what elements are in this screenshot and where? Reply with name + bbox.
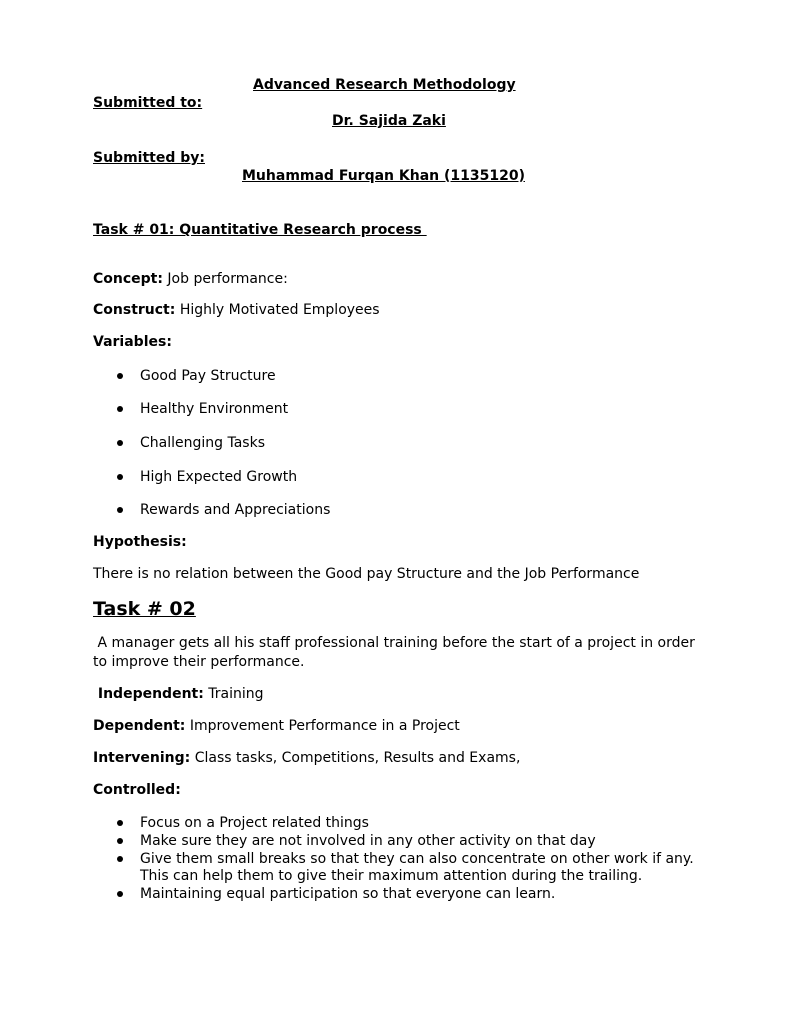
bullet-icon	[117, 440, 123, 446]
course-title: Advanced Research Methodology	[253, 77, 516, 93]
bullet-icon	[117, 891, 123, 897]
intervening-line	[93, 749, 520, 767]
concept-value: Job performance:	[167, 271, 288, 287]
hypothesis-label: Hypothesis:	[93, 534, 187, 550]
independent-value: Training	[208, 686, 264, 702]
bullet-icon	[117, 856, 123, 862]
controlled-item: Maintaining equal participation so that everyone can learn.	[140, 886, 556, 902]
construct-label: Construct:	[93, 302, 176, 318]
controlled-item: Focus on a Project related things	[140, 815, 369, 831]
intervening-label: Intervening:	[93, 750, 191, 766]
variable-item: Good Pay Structure	[140, 368, 276, 384]
submitted-by-label: Submitted by:	[93, 150, 205, 166]
variable-item: Healthy Environment	[140, 401, 289, 417]
dependent-value: Improvement Performance in a Project	[189, 718, 460, 734]
bullet-icon	[117, 820, 123, 826]
bullet-icon	[117, 474, 123, 480]
controlled-item: Make sure they are not involved in any other activity on that day	[140, 833, 596, 849]
variables-label: Variables:	[93, 334, 172, 350]
controlled-item-continued: This can help them to give their maximum attention during the trailing.	[140, 868, 643, 884]
controlled-item: Give them small breaks so that they can also concentrate on other work if any.	[140, 851, 694, 867]
construct-line	[93, 301, 380, 319]
construct-value: Highly Motivated Employees	[179, 302, 380, 318]
concept-label: Concept:	[93, 271, 163, 287]
intervening-value: Class tasks, Competitions, Results and Exams,	[194, 750, 521, 766]
hypothesis-text: There is no relation between the Good pay Structure and the Job Performance	[93, 566, 640, 582]
independent-line	[93, 685, 264, 703]
independent-label: Independent:	[93, 686, 204, 702]
task2-heading: Task # 02	[93, 598, 196, 620]
submitted-to-name: Dr. Sajida Zaki	[332, 113, 446, 129]
bullet-icon	[117, 507, 123, 513]
bullet-icon	[117, 838, 123, 844]
variable-item: High Expected Growth	[140, 469, 298, 485]
task1-heading: Task # 01: Quantitative Research process	[93, 222, 427, 238]
bullet-icon	[117, 373, 123, 379]
submitted-by-name: Muhammad Furqan Khan (1135120)	[242, 168, 525, 184]
bullet-icon	[117, 406, 123, 412]
variable-item: Rewards and Appreciations	[140, 502, 331, 518]
scenario-line-2: to improve their performance.	[93, 654, 305, 670]
concept-line	[93, 270, 288, 288]
controlled-label: Controlled:	[93, 782, 181, 798]
variable-item: Challenging Tasks	[140, 435, 265, 451]
scenario-line-1: A manager gets all his staff professional training before the start of a project in order	[93, 635, 695, 651]
dependent-line	[93, 717, 460, 735]
submitted-to-label: Submitted to:	[93, 95, 203, 111]
dependent-label: Dependent:	[93, 718, 186, 734]
